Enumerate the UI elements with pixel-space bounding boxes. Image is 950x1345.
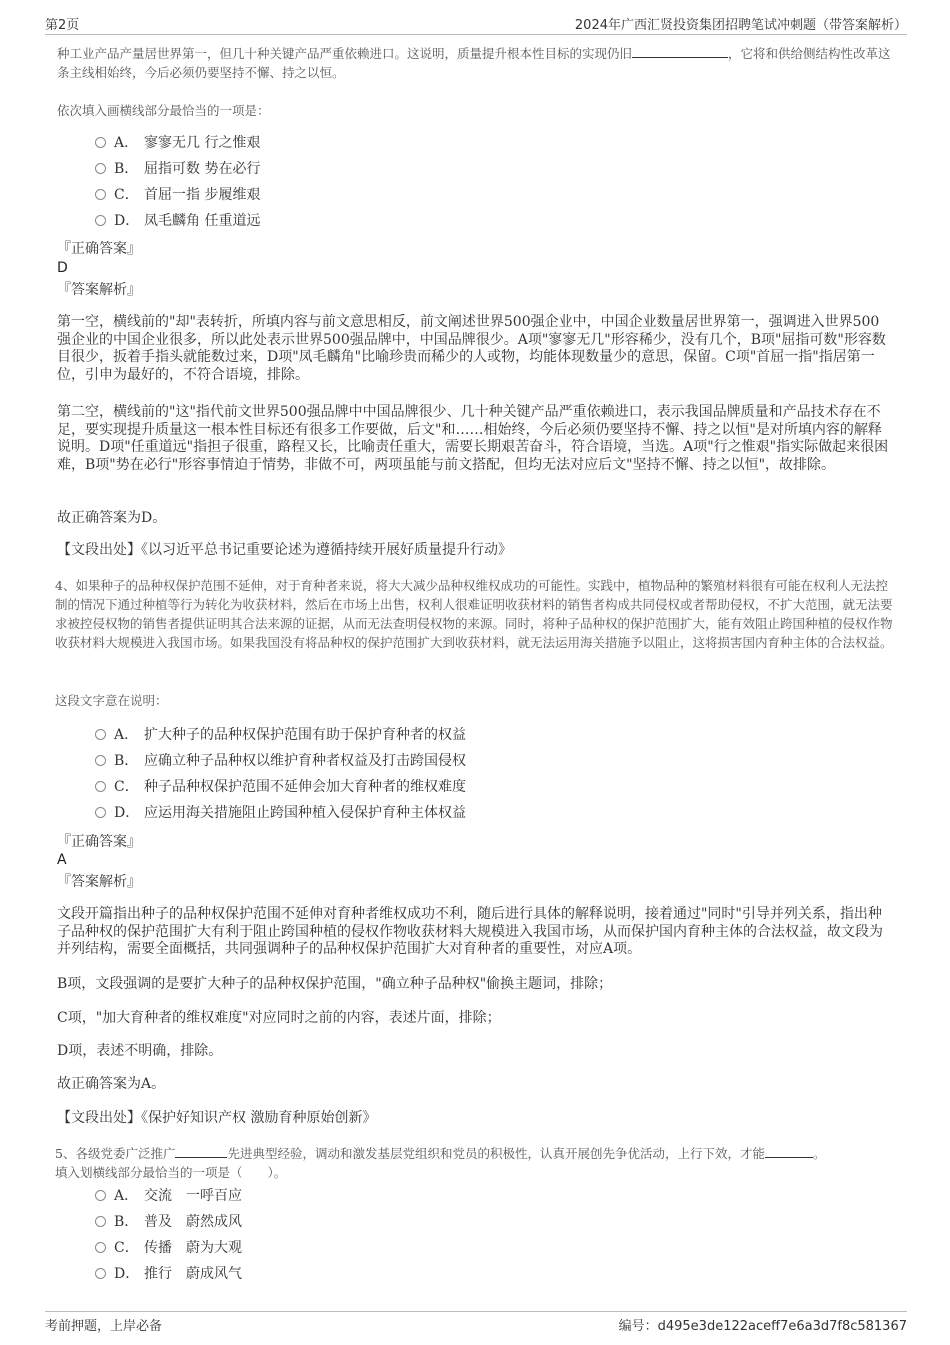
q5-stem [55, 1144, 900, 1163]
q3-options [95, 130, 260, 234]
radio-icon[interactable] [95, 807, 106, 818]
q5-option-b[interactable]: B． 普及 蔚然成风 [95, 1209, 242, 1235]
q3-option-d[interactable]: D． 凤毛麟角 任重道远 [95, 208, 260, 234]
q4-analysis-para-3: C项，"加大育种者的维权难度"对应同时之前的内容，表述片面，排除； [57, 1010, 501, 1026]
q4-options [95, 722, 466, 826]
q5-options [95, 1183, 242, 1287]
q4-analysis-para-1: 文段开篇指出种子的品种权保护范围不延伸对育种者维权成功不利，随后进行具体的解释说明，接着通过"同时"引导并列关系，指出种子品种权的保护范围扩大有利于阻止跨国种植的侵权作物收获材料大规模进入我国市场，从而保护国内育种主体的合法权益，故文段为并列结构，需要全面概括，共同强调种子的品种权保护范围扩大对育种者的重要性，对应A项。 [57, 906, 883, 957]
q3-option-a[interactable]: A． 寥寥无几 行之惟艰 [95, 130, 260, 156]
document-title: 2024年广西汇贤投资集团招聘笔试冲刺题（带答案解析） [574, 18, 907, 33]
q5-prompt: 填入划横线部分最恰当的一项是（ ）。 [55, 1165, 287, 1180]
q3-option-b[interactable]: B． 屈指可数 势在必行 [95, 156, 260, 182]
page-header [45, 14, 907, 35]
q3-analysis-label: 『答案解析』 [57, 282, 141, 298]
radio-icon[interactable] [95, 189, 106, 200]
q3-source: 【文段出处】《以习近平总书记重要论述为遵循持续开展好质量提升行动》 [57, 542, 512, 558]
q3-conclusion: 故正确答案为D。 [57, 510, 167, 526]
q3-prompt: 依次填入画横线部分最恰当的一项是： [57, 103, 270, 118]
q5-blank-2 [765, 1145, 813, 1158]
q4-answer: A [57, 852, 67, 868]
q3-option-c[interactable]: C． 首屈一指 步履维艰 [95, 182, 260, 208]
q4-option-b[interactable]: B． 应确立种子品种权以维护育种者权益及打击跨国侵权 [95, 748, 466, 774]
q3-stem [57, 44, 897, 82]
page-number: 第2页 [45, 18, 80, 33]
q5-option-c[interactable]: C． 传播 蔚为大观 [95, 1235, 242, 1261]
q3-analysis-para-1: 第一空，横线前的"却"表转折，所填内容与前文意思相反，前文阐述世界500强企业中，中国企业数量居世界第一，强调进入世界500强企业的中国企业很多，所以此处表示世界500强品牌中，中国品牌很少。A项"寥寥无几"形容稀少，没有几个，B项"屈指可数"形容数目很少，扳着手指头就能数过来，D项"凤毛麟角"比喻珍贵而稀少的人或物，均能体现数量少的意思，保留。C项"首屈一指"指居第一位，引申为最好的，不符合语境，排除。 [57, 314, 886, 383]
q4-prompt: 这段文字意在说明： [55, 693, 168, 708]
q5-option-a[interactable]: A． 交流 一呼百应 [95, 1183, 242, 1209]
radio-icon[interactable] [95, 215, 106, 226]
radio-icon[interactable] [95, 163, 106, 174]
q3-answer-label: 『正确答案』 [57, 241, 141, 257]
radio-icon[interactable] [95, 1242, 106, 1253]
page-footer [45, 1311, 907, 1336]
q5-stem-part-b: 先进典型经验，调动和激发基层党组织和党员的积极性，认真开展创先争优活动，上行下效，才能 [227, 1146, 765, 1161]
radio-icon[interactable] [95, 137, 106, 148]
q3-answer: D [57, 260, 68, 276]
q4-analysis-label: 『答案解析』 [57, 874, 141, 890]
radio-icon[interactable] [95, 729, 106, 740]
q4-conclusion: 故正确答案为A。 [57, 1076, 166, 1092]
q4-analysis-para-4: D项，表述不明确，排除。 [57, 1043, 223, 1059]
radio-icon[interactable] [95, 755, 106, 766]
footer-slogan: 考前押题，上岸必备 [45, 1319, 163, 1334]
q4-source: 【文段出处】《保护好知识产权 激励育种原始创新》 [57, 1110, 377, 1126]
radio-icon[interactable] [95, 781, 106, 792]
q3-blank [632, 45, 728, 58]
q4-option-d[interactable]: D． 应运用海关措施阻止跨国种植入侵保护育种主体权益 [95, 800, 466, 826]
q5-stem-part-c: 。 [812, 1146, 826, 1161]
q3-stem-part-a: 种工业产品产量居世界第一，但几十种关键产品严重依赖进口。这说明，质量提升根本性目标的实现仍旧 [57, 46, 633, 61]
radio-icon[interactable] [95, 1216, 106, 1227]
q3-analysis-para-2: 第二空，横线前的"这"指代前文世界500强品牌中中国品牌很少、几十种关键产品严重依赖进口，表示我国品牌质量和产品技术存在不足，要实现提升质量这一根本性目标还有很多工作要做，后文"和……相始终，今后必须仍要坚持不懈、持之以恒"是对所填内容的解释说明。D项"任重道远"指担子很重，路程又长，比喻责任重大，需要长期艰苦奋斗，符合语境，当选。A项"行之惟艰"指实际做起来很困难，B项"势在必行"形容事情迫于情势，非做不可，两项虽能与前文搭配，但均无法对应后文"坚持不懈、持之以恒"，故排除。 [57, 404, 889, 473]
q5-blank-1 [175, 1145, 227, 1158]
radio-icon[interactable] [95, 1190, 106, 1201]
q5-option-d[interactable]: D． 推行 蔚成风气 [95, 1261, 242, 1287]
q5-stem-part-a: 5、各级党委广泛推广 [55, 1146, 176, 1161]
q4-stem: 4、如果种子的品种权保护范围不延伸，对于育种者来说，将大大减少品种权维权成功的可能性。实践中，植物品种的繁殖材料很有可能在权利人无法控制的情况下通过种植等行为转化为收获材料，然后在市场上出售，权利人很难证明收获材料的销售者构成共同侵权或者帮助侵权，不扩大范围，就无法要求被控侵权物的销售者提供证明其合法来源的证据，从而无法查明侵权物的来源。同时，将种子品种权的保护范围扩大，能有效阻止跨国种植的侵权作物收获材料大规模进入我国市场。如果我国没有将品种权的保护范围扩大到收获材料，就无法运用海关措施予以阻止，这将损害国内育种主体的合法权益。 [55, 578, 893, 650]
document-id: 编号：d495e3de122aceff7e6a3d7f8c581367 [618, 1319, 907, 1334]
q3-stem-part-b: ，它将和供给侧结构性改革这条主线相始终，今后必须仍要坚持不懈、持之以恒。 [57, 46, 891, 80]
q4-analysis-para-2: B项，文段强调的是要扩大种子的品种权保护范围，"确立种子品种权"偷换主题词，排除； [57, 976, 613, 992]
radio-icon[interactable] [95, 1268, 106, 1279]
q4-answer-label: 『正确答案』 [57, 834, 141, 850]
q4-option-a[interactable]: A． 扩大种子的品种权保护范围有助于保护育种者的权益 [95, 722, 466, 748]
q4-option-c[interactable]: C． 种子品种权保护范围不延伸会加大育种者的维权难度 [95, 774, 466, 800]
